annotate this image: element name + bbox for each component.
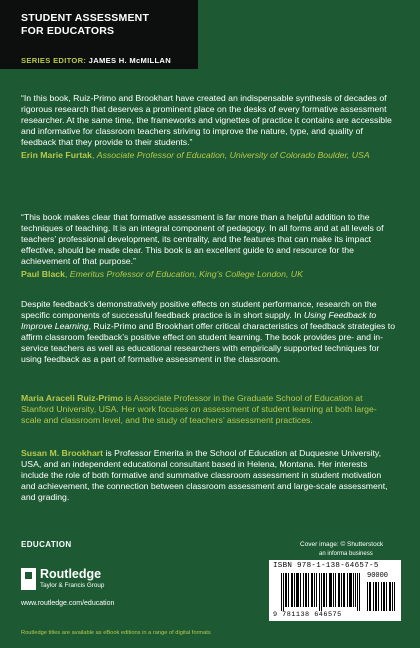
ebook-note: Routledge titles are available as eBook editions in a range of digital formats xyxy=(21,630,211,636)
endorsement-1 xyxy=(21,93,396,162)
series-editor-name: JAMES H. McMILLAN xyxy=(88,56,171,65)
barcode-addon-bars-icon xyxy=(367,582,395,611)
book-description xyxy=(21,299,396,366)
series-editor xyxy=(21,56,171,65)
endorsement-quote: “In this book, Ruiz-Primo and Brookhart have created an indispensable synthesis of decades of rigorous research that deserves a prominent place on the desks of every formative assessment researcher. At the same time, the frameworks and vignettes of practice it contains are accessible and informative for classroom teachers striving to improve the nature, type, and quality of feedback that they provide to their students.” xyxy=(21,93,392,148)
series-editor-label: SERIES EDITOR: xyxy=(21,56,87,65)
series-title-line2: FOR EDUCATORS xyxy=(21,24,115,37)
author-name: Maria Araceli Ruiz-Primo xyxy=(21,393,124,403)
author-bio-2 xyxy=(21,448,396,503)
endorsement-quote: “This book makes clear that formative assessment is far more than a helpful addition to the techniques of teaching. It is an integral component of pedagogy. In all forms and at all levels of teachers’ professional development, its centrality, and the features that can make its impact effective, should be made clear. This book is an excellent guide to and resource for the achievement of that purpose.” xyxy=(21,212,384,267)
routledge-logo-icon xyxy=(21,568,36,590)
barcode-addon-number: 90000 xyxy=(367,572,389,580)
author-bio-text: is Professor Emerita in the School of Education at Duquesne University, USA, and an independent educational consultant based in Helena, Montana. Her interests include the role of both formative and summative classroom assessment in student motivation and achievement, the connection between classroom assessment and large-scale assessment, and grading. xyxy=(21,448,388,503)
isbn-number: ISBN 978-1-138-64657-5 xyxy=(273,562,379,570)
description-body: , Ruiz-Primo and Brookhart offer critical characteristics of feedback strategies to affirm classroom feedback’s positive effect on student learning. The book provides pre- and in-service teachers as well as educational researchers with empirically supported techniques for using feedback as a part of formative assessment in the classroom. xyxy=(21,321,396,365)
author-name: Susan M. Brookhart xyxy=(21,448,104,458)
series-header xyxy=(0,0,198,69)
book-title: Using Feedback to Improve Learning xyxy=(21,310,377,332)
cover-image-credit: Cover image: © Shutterstock xyxy=(300,541,384,548)
barcode xyxy=(269,560,401,621)
publisher-name: Routledge xyxy=(40,567,102,581)
publisher-website[interactable]: www.routledge.com/education xyxy=(21,600,115,607)
barcode-bars-icon xyxy=(281,573,361,611)
author-bio-text: is Associate Professor in the Graduate School of Education at Stanford University, USA. Her work focuses on assessment of student learning at both large-scale and classroom level, and the study of teachers’ assessment practices. xyxy=(21,393,377,426)
subject-category: EDUCATION xyxy=(21,540,72,549)
endorser-title: Emeritus Professor of Education, King’s College London, UK xyxy=(69,269,303,280)
ean-number: 9 781138 646575 xyxy=(273,611,342,619)
description-intro: Despite feedback’s demonstratively positive effects on student performance, research on the specific components of successful feedback practice is in short supply. In xyxy=(21,299,377,321)
series-title xyxy=(21,12,149,37)
author-bio-1 xyxy=(21,393,396,426)
endorsement-attribution: Erin Marie Furtak, Associate Professor of Education, University of Colorado Boulder, USA xyxy=(21,150,370,161)
endorser-name: Paul Black xyxy=(21,269,65,280)
series-title-line1: STUDENT ASSESSMENT xyxy=(21,12,150,24)
endorser-name: Erin Marie Furtak xyxy=(21,150,92,161)
endorser-title: Associate Professor of Education, University of Colorado Boulder, USA xyxy=(96,150,370,161)
publisher-group: Taylor & Francis Group xyxy=(40,582,105,589)
publisher-logo xyxy=(21,568,161,604)
endorsement-2 xyxy=(21,212,396,281)
publisher-tagline: an informa business xyxy=(319,551,373,557)
endorsement-attribution: Paul Black, Emeritus Professor of Education, King’s College London, UK xyxy=(21,269,303,280)
